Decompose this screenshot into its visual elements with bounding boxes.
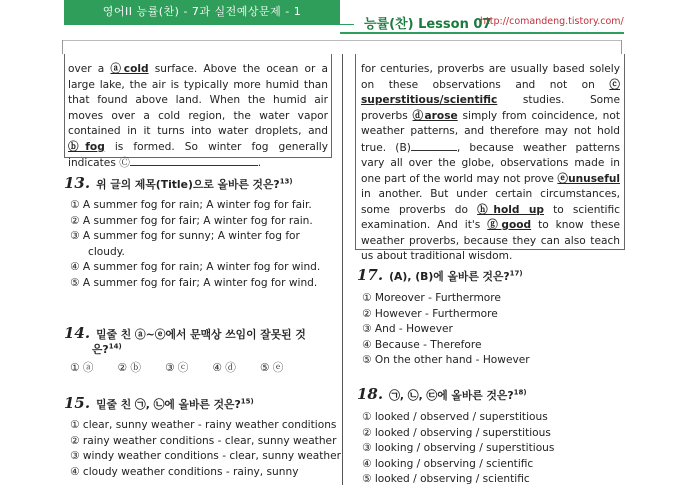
question-text: 밑줄 친 ⓐ~ⓔ에서 문맥상 쓰임이 잘못된 것 [96, 328, 306, 341]
footnote-ref: 18) [513, 388, 527, 397]
frame-left-line [62, 40, 63, 54]
option-3[interactable]: ③ ⓒ [164, 362, 189, 374]
passage-text: to scientific examination. And it's [361, 203, 620, 231]
footnote-ref: 15) [240, 397, 254, 406]
question-number: 17. [357, 266, 384, 284]
question-text-cont: 은? [92, 343, 109, 356]
q14-options [70, 361, 307, 377]
question-15 [64, 394, 254, 412]
blog-url-link[interactable]: http://comandeng.tistory.com/ [480, 16, 624, 27]
passage-left-box [64, 54, 332, 169]
passage-text: for centuries, proverbs are usually based solely on these observations and not on [361, 63, 620, 91]
footnote-ref: 13) [279, 177, 293, 186]
option-5[interactable]: ⑤ looked / observing / scientific [362, 473, 530, 486]
column-divider [342, 54, 343, 485]
option-5[interactable]: ⑤ ⓔ [259, 362, 284, 374]
passage-text: studies. Some proverbs [361, 94, 620, 122]
passage-text: . [257, 157, 262, 169]
question-number: 13. [64, 174, 91, 192]
question-text: ㉠, ㉡, ㉢에 올바른 것은? [389, 389, 514, 402]
question-18 [357, 385, 527, 403]
marked-word-d: ⓓarose [412, 109, 458, 122]
lesson-title: 능률(찬) Lesson 07 [364, 17, 492, 32]
header-rule [64, 24, 354, 25]
option-4[interactable]: ④ A summer fog for rain; A winter fog for wind. [70, 261, 321, 274]
option-5[interactable]: ⑤ A summer fog for fair; A winter fog for wind. [70, 276, 318, 289]
option-4[interactable]: ④ ⓓ [212, 362, 236, 374]
option-3[interactable]: ③ A summer fog for sunny; A winter fog for [70, 230, 300, 243]
question-text: 밑줄 친 ㉠, ㉡에 올바른 것은? [96, 398, 241, 411]
marked-word-h: ⓗhold up [477, 203, 545, 216]
passage-text: over a [68, 63, 111, 75]
question-14 [64, 324, 334, 357]
option-1[interactable]: ① Moreover - Furthermore [362, 292, 501, 304]
footnote-ref: 17) [509, 269, 523, 278]
option-1[interactable]: ① A summer fog for rain; A winter fog for fair. [70, 199, 312, 211]
option-2[interactable]: ② A summer fog for fair; A winter fog for rain. [70, 214, 313, 227]
question-number: 18. [357, 385, 384, 403]
option-2[interactable]: ② However - Furthermore [362, 307, 498, 320]
footnote-ref: 14) [108, 342, 122, 351]
question-13 [64, 174, 293, 192]
option-3[interactable]: ③ looking / observing / superstitious [362, 442, 555, 455]
worksheet-title-banner: 영어II 능률(찬) - 7과 실전예상문제 - 1 [64, 0, 340, 24]
question-text: 위 글의 제목(Title)으로 올바른 것은? [96, 178, 280, 191]
option-3-continued: cloudy. [88, 245, 125, 258]
question-text: (A), (B)에 올바른 것은? [389, 270, 510, 283]
answer-blank [130, 155, 258, 166]
marked-word-c: ⓒ superstitious/scientific [361, 78, 620, 106]
option-4[interactable]: ④ Because - Therefore [362, 338, 482, 351]
blank-marker: Ⓒ [119, 157, 130, 169]
option-3[interactable]: ③ And - However [362, 323, 453, 336]
option-4[interactable]: ④ cloudy weather conditions - rainy, sunny [70, 465, 299, 478]
passage-text: surface. Above the ocean or a large lake, the air is typically more humid than that found above land. When the humid air moves over a cold region, the water vapor contained in it turns into water droplets, and [68, 63, 328, 137]
option-1[interactable]: ① clear, sunny weather - rainy weather conditions [70, 419, 337, 431]
passage-text: is formed. So winter fog generally indicates [68, 140, 328, 169]
option-5[interactable]: ⑤ On the other hand - However [362, 354, 530, 367]
marked-word-g: ⓖgood [487, 219, 532, 231]
passage-text: simply from coincidence, not weather patterns, and therefore may not hold true. (B) [361, 109, 620, 154]
option-1[interactable]: ① ⓐ [70, 362, 94, 374]
frame-right-line [621, 40, 622, 54]
frame-top-line [62, 40, 621, 41]
passage-text: , because weather patterns vary all over the globe, observations made in one part of the world may not prove [361, 141, 621, 185]
marked-word-a: ⓐcold [110, 63, 149, 75]
marked-word-e: ⓔunuseful [557, 172, 620, 185]
passage-text: to know these weather proverbs, because they can also teach us about traditional wisdom. [361, 219, 620, 262]
question-number: 15. [64, 394, 91, 412]
option-2[interactable]: ② looked / observing / superstitious [362, 426, 551, 439]
answer-blank-b [411, 140, 457, 151]
question-17 [357, 266, 523, 284]
q18-options [362, 410, 554, 488]
option-2[interactable]: ② rainy weather conditions - clear, sunny weather [70, 434, 337, 447]
marked-word-b: ⓑfog [68, 140, 105, 153]
option-4[interactable]: ④ looking / observing / scientific [362, 457, 534, 470]
option-3[interactable]: ③ windy weather conditions - clear, sunny weather [70, 450, 341, 463]
option-2[interactable]: ② ⓑ [117, 362, 141, 374]
q13-options [70, 198, 330, 292]
q15-options [70, 418, 341, 480]
passage-text: in another. But under certain circumstances, some proverbs do [361, 188, 620, 216]
option-1[interactable]: ① looked / observed / superstitious [362, 411, 548, 423]
q17-options [362, 291, 530, 369]
passage-right-box [355, 54, 625, 262]
question-number: 14. [64, 324, 91, 342]
